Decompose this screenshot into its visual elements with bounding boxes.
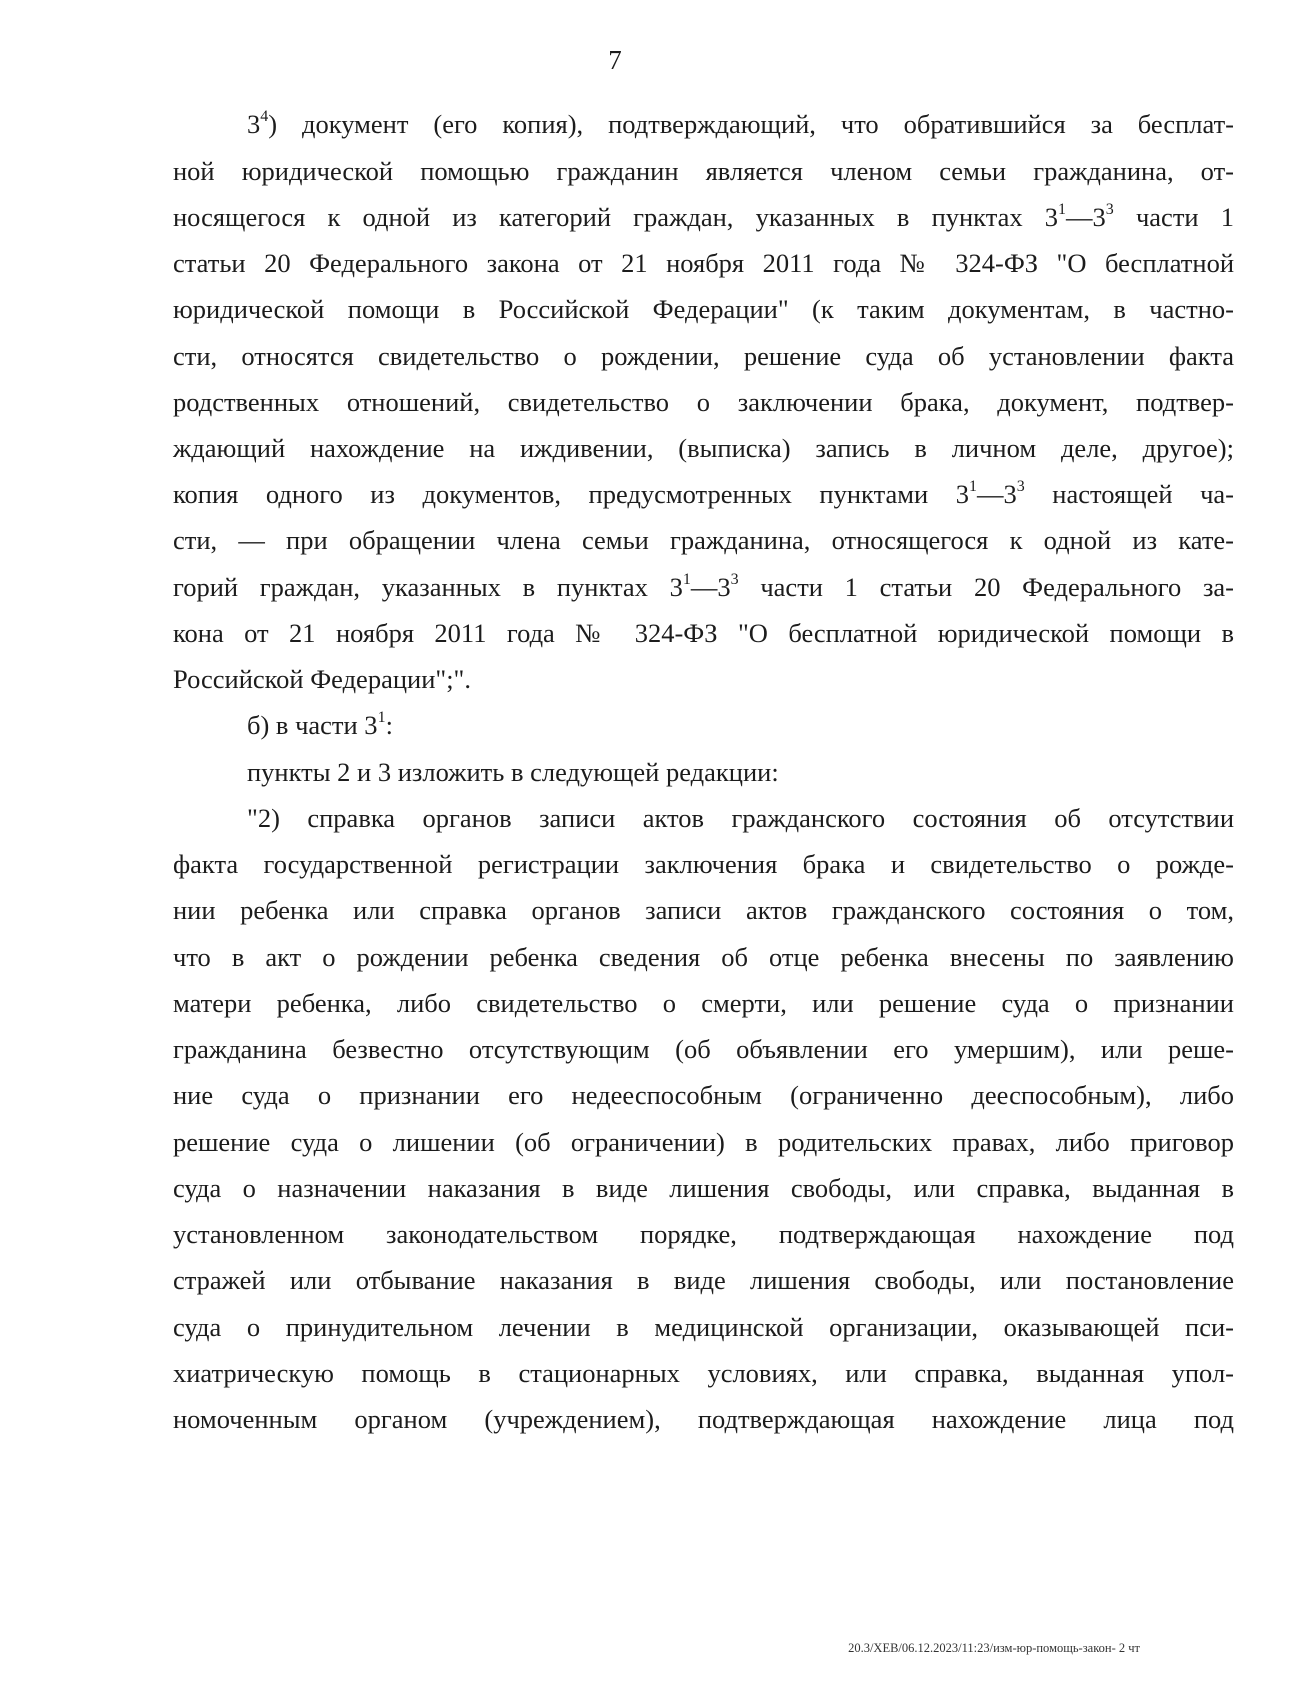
- text-line: матери ребенка, либо свидетельство о смерти, или решение суда о признании: [173, 988, 1234, 1018]
- text-line: стражей или отбывание наказания в виде лишения свободы, или постановление: [173, 1265, 1234, 1295]
- text-line: гражданина безвестно отсутствующим (об объявлении его умершим), или реше-: [173, 1034, 1234, 1064]
- text-line: статьи 20 Федерального закона от 21 ноября 2011 года № 324-ФЗ "О бесплатной: [173, 248, 1234, 278]
- document-footer-code: 20.3/ХЕВ/06.12.2023/11:23/изм-юр-помощь-закон- 2 чт: [848, 1641, 1140, 1655]
- text-line: Российской Федерации";".: [173, 664, 471, 694]
- text-line: нии ребенка или справка органов записи актов гражданского состояния о том,: [173, 895, 1234, 925]
- text-line: б) в части $3^1$:: [247, 709, 393, 740]
- text-line: суда о принудительном лечении в медицинской организации, оказывающей пси-: [173, 1312, 1234, 1342]
- text-line: ние суда о признании его недееспособным (ограниченно дееспособным), либо: [173, 1080, 1234, 1110]
- text-line: хиатрическую помощь в стационарных условиях, или справка, выданная упол-: [173, 1358, 1234, 1388]
- text-line: $3^4$) документ (его копия), подтверждающий, что обратившийся за бесплат-: [247, 108, 1234, 139]
- text-line: носящегося к одной из категорий граждан, указанных в пунктах $3^1—3^3$ части 1: [173, 201, 1234, 232]
- text-line: горий граждан, указанных в пунктах $3^1—3^3$ части 1 статьи 20 Федерального за-: [173, 571, 1234, 602]
- text-line: сти, — при обращении члена семьи гражданина, относящегося к одной из кате-: [173, 525, 1234, 555]
- text-line: "2) справка органов записи актов гражданского состояния об отсутствии: [247, 803, 1234, 833]
- text-line: факта государственной регистрации заключения брака и свидетельство о рожде-: [173, 849, 1234, 879]
- text-line: что в акт о рождении ребенка сведения об отце ребенка внесены по заявлению: [173, 942, 1234, 972]
- text-line: пункты 2 и 3 изложить в следующей редакции:: [247, 757, 779, 787]
- text-line: суда о назначении наказания в виде лишения свободы, или справка, выданная в: [173, 1173, 1234, 1203]
- text-line: родственных отношений, свидетельство о заключении брака, документ, подтвер-: [173, 387, 1234, 417]
- text-line: кона от 21 ноября 2011 года № 324-ФЗ "О бесплатной юридической помощи в: [173, 618, 1234, 648]
- text-line: установленном законодательством порядке, подтверждающая нахождение под: [173, 1219, 1234, 1249]
- text-line: копия одного из документов, предусмотренных пунктами $3^1—3^3$ настоящей ча-: [173, 478, 1234, 509]
- page-number: 7: [608, 45, 622, 75]
- text-line: решение суда о лишении (об ограничении) в родительских правах, либо приговор: [173, 1127, 1234, 1157]
- text-line: сти, относятся свидетельство о рождении, решение суда об установлении факта: [173, 341, 1234, 371]
- text-line: ждающий нахождение на иждивении, (выписка) запись в личном деле, другое);: [173, 433, 1234, 463]
- text-line: ной юридической помощью гражданин является членом семьи гражданина, от-: [173, 156, 1234, 186]
- text-line: юридической помощи в Российской Федерации" (к таким документам, в частно-: [173, 294, 1234, 324]
- text-line: номоченным органом (учреждением), подтверждающая нахождение лица под: [173, 1404, 1234, 1434]
